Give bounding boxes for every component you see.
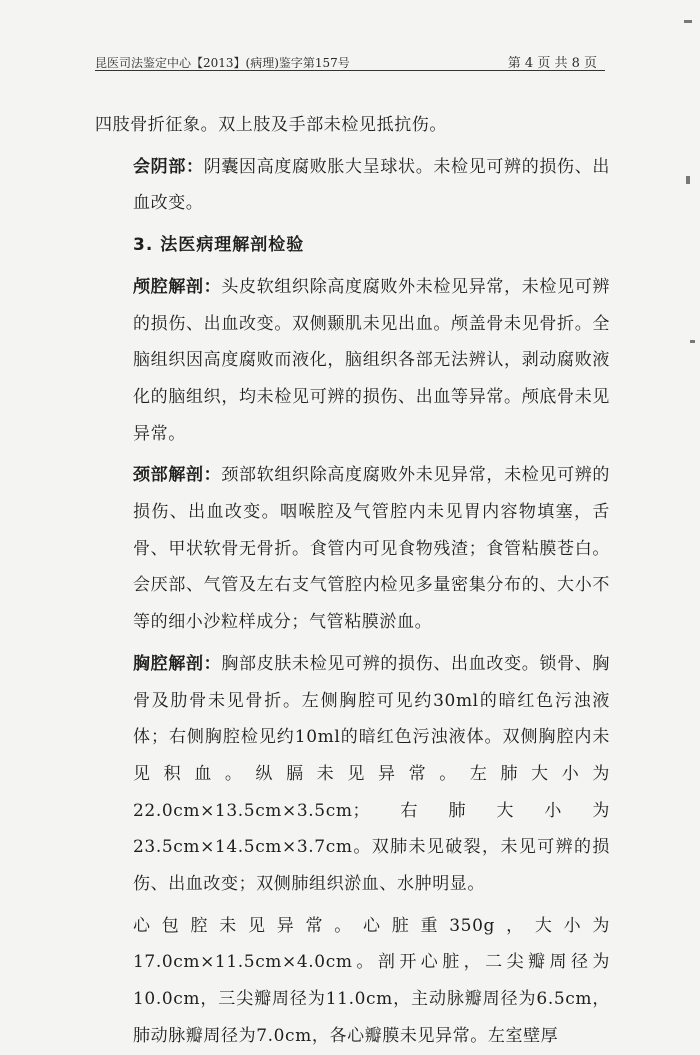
paragraph-cranial	[95, 269, 610, 453]
paragraph-text: 头皮软组织除高度腐败外未检见异常，未检见可辨的损伤、出血改变。双侧颞肌未见出血。颅盖骨未见骨折。全脑组织因高度腐败而液化，脑组织各部无法辨认，剥动腐败液化的脑组织，均未检见可辨的损伤、出血等异常。颅底骨未见异常。	[133, 276, 611, 444]
paragraph-limbs	[95, 107, 610, 144]
paragraph-perineum	[95, 149, 610, 222]
document-body	[95, 107, 610, 1055]
page-number: 第 4 页 共 8 页	[507, 56, 597, 71]
paragraph-heart	[95, 908, 610, 1055]
document-reference: 昆医司法鉴定中心【2013】(病理)鉴字第157号	[95, 56, 350, 70]
paragraph-label: 会阴部：	[133, 156, 204, 177]
paragraph-text: 阴囊因高度腐败胀大呈球状。未检见可辨的损伤、出血改变。	[133, 156, 610, 214]
scan-mark	[686, 176, 690, 184]
scan-mark	[684, 20, 692, 23]
scan-mark	[690, 340, 695, 343]
paragraph-text: 四肢骨折征象。双上肢及手部未检见抵抗伤。	[95, 115, 447, 135]
paragraph-text: 颈部软组织除高度腐败外未见异常，未检见可辨的损伤、出血改变。咽喉腔及气管腔内未见胃内容物填塞，舌骨、甲状软骨无骨折。食管内可见食物残渣；食管粘膜苍白。会厌部、气管及左右支气管腔内检见多量密集分布的、大小不等的细小沙粒样成分；气管粘膜淤血。	[133, 465, 611, 633]
paragraph-label: 颅腔解剖：	[133, 276, 222, 297]
header-rule	[95, 70, 605, 71]
paragraph-label: 颈部解剖：	[133, 465, 222, 486]
paragraph-chest	[95, 646, 610, 903]
paragraph-label: 胸腔解剖：	[133, 653, 222, 674]
paragraph-text: 心包腔未见异常。心脏重350g，大小为17.0cm×11.5cm×4.0cm。剖开心脏，二尖瓣周径为10.0cm，三尖瓣周径为11.0cm，主动脉瓣周径为6.5cm，肺动脉瓣周径为7.0cm，各心瓣膜未见异常。左室壁厚	[133, 915, 610, 1046]
section-heading: 3. 法医病理解剖检验	[133, 235, 305, 256]
paragraph-neck	[95, 457, 610, 641]
page-header	[95, 48, 605, 70]
paragraph-text: 胸部皮肤未检见可辨的损伤、出血改变。锁骨、胸骨及肋骨未见骨折。左侧胸腔可见约30ml的暗红色污浊液体；右侧胸腔检见约10ml的暗红色污浊液体。双侧胸腔内未见积血。纵膈未见异常。左肺大小为22.0cm×13.5cm×3.5cm；右肺大小为23.5cm×14.5cm×3.7cm。双肺未见破裂，未见可辨的损伤、出血改变；双侧肺组织淤血、水肿明显。	[133, 653, 611, 895]
